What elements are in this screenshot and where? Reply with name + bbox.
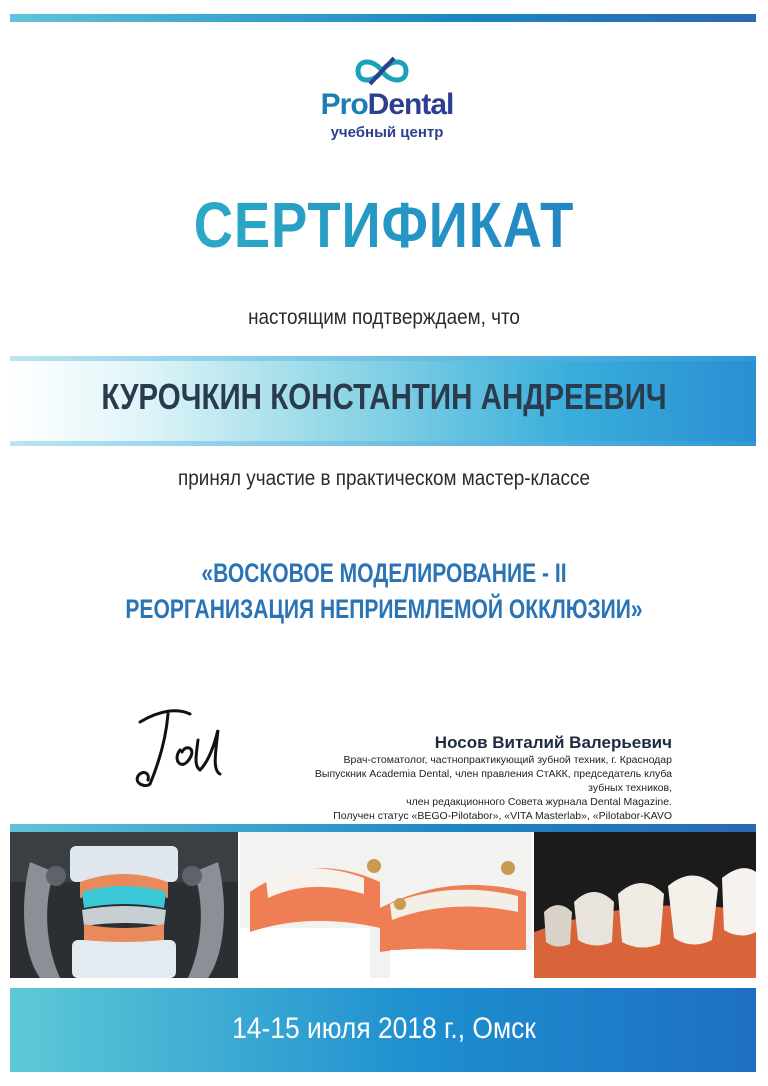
certificate-title: СЕРТИФИКАТ: [58, 188, 711, 262]
handwritten-signature: [120, 700, 240, 795]
participation-text: принял участие в практическом мастер-классе: [178, 467, 590, 490]
photo-strip: [10, 832, 756, 978]
intro-text: настоящим подтверждаем, что: [248, 306, 520, 329]
name-band-top-edge: [10, 356, 756, 361]
signer-credential: член редакционного Совета журнала Dental Magazine.: [406, 796, 672, 808]
logo-subtitle: учебный центр: [330, 124, 444, 141]
infinity-logo-icon: [352, 54, 412, 88]
signer-block: [292, 733, 672, 837]
wax-dentures-photo: [240, 832, 532, 978]
ceramic-crowns-closeup-photo: [534, 832, 756, 978]
event-date-place: 14-15 июля 2018 г., Омск: [232, 1012, 536, 1045]
articulator-wax-model-photo: [10, 832, 238, 978]
signer-credential: Выпускник Academia Dental, член правления СтАКК, председатель клуба зубных техников,: [314, 768, 672, 794]
course-title-line-2: РЕОРГАНИЗАЦИЯ НЕПРИЕМЛЕМОЙ ОККЛЮЗИИ»: [125, 594, 643, 624]
signer-name: Носов Виталий Валерьевич: [434, 733, 672, 752]
signer-credential: Врач-стоматолог, частнопрактикующий зубной техник, г. Краснодар: [343, 754, 672, 766]
signer-credential: Получен статус «BEGO-Pilotabor», «VITA Masterlab», «Pilotabor-KAVO: [333, 810, 672, 822]
logo-wordmark: ProDental: [320, 88, 454, 121]
course-title-line-1: «ВОСКОВОЕ МОДЕЛИРОВАНИЕ - II: [201, 558, 567, 588]
name-band-bottom-edge: [10, 441, 756, 446]
prodental-logo: [312, 52, 462, 147]
recipient-name: КУРОЧКИН КОНСТАНТИН АНДРЕЕВИЧ: [101, 376, 667, 417]
photo-strip-top-stripe: [10, 824, 756, 832]
top-stripe: [10, 14, 756, 22]
